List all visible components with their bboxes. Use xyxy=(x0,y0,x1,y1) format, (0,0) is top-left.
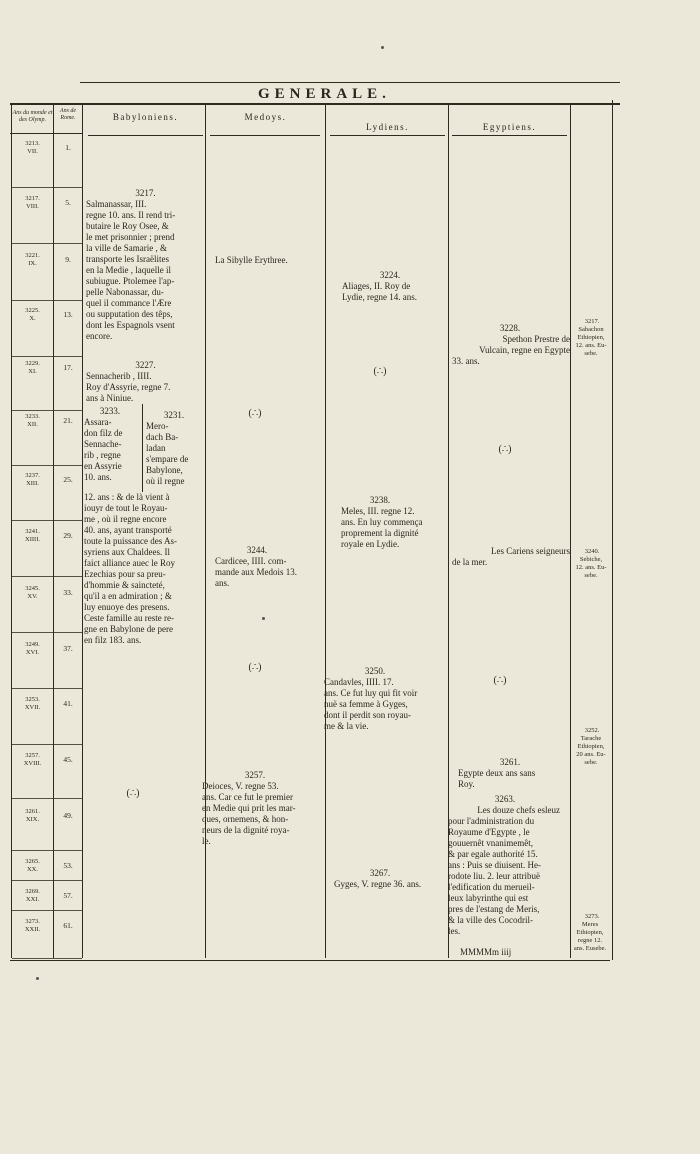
salmanassar-line: en la Medie , laquelle il xyxy=(86,265,171,275)
spethon-line: 33. ans. xyxy=(452,356,480,366)
lydiens-year-3238: 3238. xyxy=(369,495,391,505)
meres-line: ans. Eusebe. xyxy=(573,945,607,952)
rome-year: 53. xyxy=(63,861,73,870)
rome-year: 9. xyxy=(65,255,71,264)
sennacherib-line: Sennacherib , IIII. xyxy=(86,371,152,381)
douze-line: leux labyrinthe qui est xyxy=(448,893,529,903)
col-rule-egyptiens xyxy=(570,105,571,958)
continuation-line: 40. ans, ayant transporté xyxy=(84,525,172,535)
rome-year: 57. xyxy=(63,891,73,900)
merodach-entry xyxy=(146,421,204,487)
sennacherib-line: ans à Niniue. xyxy=(86,393,134,403)
salmanassar-line: subiugue. Ptolemee l'ap- xyxy=(86,276,175,286)
world-year: 3241. xyxy=(25,528,40,535)
assaradon-line: en Assyrie xyxy=(84,461,122,471)
meres-line: Meres xyxy=(581,921,599,928)
world-year: 3213. xyxy=(25,140,40,147)
page-title: GENERALE. xyxy=(258,86,391,102)
year-cell xyxy=(12,472,53,488)
babylon-year-3217: 3217. xyxy=(135,188,156,198)
meles-line: Meles, III. regne 12. xyxy=(341,506,415,516)
merodach-line: ladan xyxy=(146,443,166,453)
lydiens-year-3250: 3250. xyxy=(364,666,386,676)
year-row-rule xyxy=(12,632,82,633)
year-row-rule xyxy=(12,880,82,881)
douze-line: rodote liu. 2. leur attribuë xyxy=(448,871,540,881)
sennacherib-entry xyxy=(86,371,204,404)
douze-chefs-entry xyxy=(448,805,560,937)
aliages-entry xyxy=(342,281,446,303)
continuation-line: 12. ans : & de là vient à xyxy=(84,492,170,502)
salmanassar-line: le met prisonnier ; prend xyxy=(86,232,175,242)
salmanassar-line: la ville de Samarie , & xyxy=(86,243,167,253)
continuation-line: gne en Babylone de pere xyxy=(84,624,173,634)
ethiop-year-3252: 3252. xyxy=(584,727,600,734)
tarache-entry xyxy=(568,735,614,767)
douze-line: & par egale authorité 15. xyxy=(448,849,538,859)
world-year: 3257. xyxy=(25,752,40,759)
continuation-line: en filz 183. ans. xyxy=(84,635,142,645)
column-head-rule-3 xyxy=(210,135,320,136)
merodach-year: 3231. xyxy=(163,410,185,420)
douze-line: Royaume d'Egypte , le xyxy=(448,827,530,837)
deioces-line: ans. Car ce fut le premier xyxy=(202,792,293,802)
salmanassar-line: pelle Nabonassar, du- xyxy=(86,287,164,297)
lydiens-year-3267: 3267. xyxy=(369,868,391,878)
babylon-year-3227: 3227. xyxy=(135,360,156,370)
douze-line: pres de l'estang de Meris, xyxy=(448,904,540,914)
olympiad: IX. xyxy=(28,260,37,267)
year-row-rule xyxy=(12,958,82,959)
olympiad: XX. xyxy=(26,866,38,873)
candaules-line: Candavles, IIII. 17. xyxy=(324,677,394,687)
year-row-rule xyxy=(12,300,82,301)
year-cell xyxy=(12,307,53,323)
cariens-entry xyxy=(452,546,570,568)
olympiad: X. xyxy=(29,315,36,322)
meles-entry xyxy=(341,506,446,550)
column-head-rule-4 xyxy=(330,135,445,136)
sebiche-line: Sebiche, xyxy=(579,556,603,563)
rome-year: 21. xyxy=(63,416,73,425)
olympiad: XVI. xyxy=(25,649,40,656)
candaules-entry xyxy=(324,677,448,732)
deioces-line: ques, ornemens, & hon- xyxy=(202,814,289,824)
year-cell xyxy=(12,413,53,429)
year-row-rule xyxy=(12,688,82,689)
continuation-line: qu'il a en admiration ; & xyxy=(84,591,172,601)
page-speck xyxy=(262,617,265,620)
merodach-line: Mero- xyxy=(146,421,169,431)
meres-line: Ethiopien, xyxy=(576,929,604,936)
assaradon-merodach-divider xyxy=(142,404,143,492)
salmanassar-line: encore. xyxy=(86,331,113,341)
header-years-olymp: Ans du monde et des Olymp. xyxy=(12,110,53,123)
olympiad: XV. xyxy=(27,593,38,600)
douze-line: gouuernêt vnanimemêt, xyxy=(448,838,533,848)
continuation-line: iouyr de tout le Royau- xyxy=(84,503,168,513)
douze-line: & la ville des Cocodril- xyxy=(448,915,533,925)
deioces-line: neurs de la dignité roya- xyxy=(202,825,290,835)
year-cell xyxy=(12,858,53,874)
year-row-rule xyxy=(12,465,82,466)
deioces-line: Deioces, V. regne 53. xyxy=(202,781,279,791)
continuation-line: Ezechias pour sa preu- xyxy=(84,569,166,579)
sebiche-line: 12. ans. Eu- xyxy=(575,564,607,571)
meres-line: regne 12. xyxy=(577,937,603,944)
meres-entry xyxy=(566,921,614,953)
olympiad: XIIII. xyxy=(25,536,40,543)
world-year: 3269. xyxy=(25,888,40,895)
salmanassar-line: ou supputation des têps, xyxy=(86,309,173,319)
ethiop-year-3240: 3240. xyxy=(584,548,600,555)
col-rule-medoys xyxy=(325,105,326,958)
tarache-line: Tarache xyxy=(580,735,602,742)
world-year: 3273. xyxy=(25,918,40,925)
sabachon-line: Ethiopien, xyxy=(577,334,605,341)
tarache-line: sebe. xyxy=(584,759,598,766)
rome-year: 25. xyxy=(63,475,73,484)
cardicee-line: Cardicee, IIII. com- xyxy=(215,556,287,566)
year-cell xyxy=(12,918,53,934)
candaules-line: me & la vie. xyxy=(324,721,369,731)
year-row-rule xyxy=(12,798,82,799)
bottom-rule xyxy=(10,960,610,961)
continuation-line: toute la puissance des As- xyxy=(84,536,177,546)
world-year: 3233. xyxy=(25,413,40,420)
egypt-year-3263: 3263. xyxy=(494,794,516,804)
douze-line: l'edification du merueil- xyxy=(448,882,535,892)
sennacherib-line: Roy d'Assyrie, regne 7. xyxy=(86,382,171,392)
year-cell xyxy=(12,528,53,544)
year-cell xyxy=(12,360,53,376)
merodach-line: Babylone, xyxy=(146,465,183,475)
olympiad: XXI. xyxy=(25,896,40,903)
gyges-entry: Gyges, V. regne 36. ans. xyxy=(334,879,422,889)
col-rule-right xyxy=(612,100,613,960)
olympiad: XII. xyxy=(27,421,38,428)
col-rule-rome xyxy=(82,103,83,958)
continuation-line: Ceste famille au reste re- xyxy=(84,613,174,623)
year-row-rule xyxy=(12,187,82,188)
cariens-line: de la mer. xyxy=(452,557,488,567)
year-cell xyxy=(12,585,53,601)
lydiens-section-mark-1: (∴) xyxy=(373,366,387,377)
year-row-rule xyxy=(12,356,82,357)
spethon-entry xyxy=(452,334,570,367)
olympiad: XVII. xyxy=(24,704,41,711)
column-head-rule-5 xyxy=(452,135,567,136)
rome-year: 33. xyxy=(63,588,73,597)
header-egyptiens: Egyptiens. xyxy=(482,122,537,132)
year-cell xyxy=(12,195,53,211)
egypte-line: Egypte deux ans sans xyxy=(458,768,536,778)
spethon-line: Spethon Prestre de xyxy=(502,334,570,344)
year-cell xyxy=(12,752,53,768)
egypt-section-mark-2: (∴) xyxy=(493,675,507,686)
salmanassar-line: transporte les Israëlites xyxy=(86,254,169,264)
continuation-line: faict alliance auec le Roy xyxy=(84,558,175,568)
assaradon-entry xyxy=(84,417,139,483)
world-year: 3265. xyxy=(25,858,40,865)
year-row-rule xyxy=(12,576,82,577)
year-cell xyxy=(12,888,53,904)
salmanassar-entry xyxy=(86,199,204,342)
egypte-entry xyxy=(458,768,568,790)
salmanassar-line: Salmanassar, III. xyxy=(86,199,147,209)
column-head-rule-1 xyxy=(10,133,82,134)
merodach-line: dach Ba- xyxy=(146,432,179,442)
sebiche-entry xyxy=(568,556,614,580)
year-row-rule xyxy=(12,520,82,521)
world-year: 3225. xyxy=(25,307,40,314)
meles-line: ans. En luy commença xyxy=(341,517,423,527)
sabachon-line: Sabachon xyxy=(578,326,604,333)
continuation-line: luy enuoye des presens. xyxy=(84,602,170,612)
egypt-year-3228: 3228. xyxy=(499,323,521,333)
aliages-line: Lydie, regne 14. ans. xyxy=(342,292,417,302)
rome-year: 61. xyxy=(63,921,73,930)
cardicee-line: mande aux Medois 13. xyxy=(215,567,297,577)
sibylle-erythree: La Sibylle Erythree. xyxy=(215,255,288,265)
header-lydiens: Lydiens. xyxy=(366,122,409,132)
header-rule xyxy=(10,103,620,105)
year-cell xyxy=(12,252,53,268)
medoys-section-mark-2: (∴) xyxy=(248,662,262,673)
year-row-rule xyxy=(12,243,82,244)
header-years-rome: Ans de Rome. xyxy=(59,108,77,121)
salmanassar-line: quel il commance l'Ære xyxy=(86,298,172,308)
olympiad: XXII. xyxy=(24,926,41,933)
merodach-line: où il regne xyxy=(146,476,185,486)
egypt-year-3261: 3261. xyxy=(499,757,521,767)
olympiad: XIII. xyxy=(26,480,39,487)
tarache-line: Ethiopien, xyxy=(577,743,605,750)
sabachon-line: sebe. xyxy=(584,350,598,357)
world-year: 3217. xyxy=(25,195,40,202)
assaradon-line: rib , regne xyxy=(84,450,121,460)
rome-year: 37. xyxy=(63,644,73,653)
year-cell xyxy=(12,641,53,657)
rome-year: 49. xyxy=(63,811,73,820)
douze-line: ans : Puis se diuisent. He- xyxy=(448,860,541,870)
year-row-rule xyxy=(12,910,82,911)
continuation-line: me , où il regne encore xyxy=(84,514,167,524)
lydiens-year-3224: 3224. xyxy=(379,270,401,280)
olympiad: XI. xyxy=(28,368,37,375)
sebiche-line: sebe. xyxy=(584,572,598,579)
tarache-line: 20 ans. Eu- xyxy=(576,751,606,758)
cardicee-line: ans. xyxy=(215,578,230,588)
olympiad: XVIII. xyxy=(23,760,42,767)
medoys-section-mark-1: (∴) xyxy=(248,408,262,419)
world-year: 3253. xyxy=(25,696,40,703)
rome-year: 1. xyxy=(65,143,71,152)
douze-line: Les douze chefs esleuz xyxy=(477,805,560,815)
merodach-line: s'empare de xyxy=(146,454,189,464)
continuation-line: d'hommie & saincteté, xyxy=(84,580,165,590)
year-row-rule xyxy=(12,410,82,411)
salmanassar-line: butaire le Roy Osee, & xyxy=(86,221,169,231)
rome-year: 41. xyxy=(63,699,73,708)
meles-line: proprement la dignité xyxy=(341,528,419,538)
ethiop-year-3217: 3217. xyxy=(584,318,600,325)
year-cell xyxy=(12,696,53,712)
salmanassar-line: regne 10. ans. Il rend tri- xyxy=(86,210,176,220)
world-year: 3237. xyxy=(25,472,40,479)
year-cell xyxy=(12,808,53,824)
sabachon-line: 12. ans. Eu- xyxy=(575,342,607,349)
sabachon-entry xyxy=(568,326,614,358)
douze-line: les. xyxy=(448,926,461,936)
world-year: 3221. xyxy=(25,252,40,259)
rome-year: 5. xyxy=(65,198,71,207)
egypt-section-mark-1: (∴) xyxy=(498,444,512,455)
top-rule xyxy=(80,82,620,83)
cariens-line: Les Cariens seigneurs xyxy=(491,546,570,556)
ethiop-year-3273: 3273. xyxy=(584,913,600,920)
assaradon-line: Sennache- xyxy=(84,439,122,449)
continuation-line: syriens aux Chaldees. Il xyxy=(84,547,170,557)
page-speck xyxy=(381,46,384,49)
world-year: 3249. xyxy=(25,641,40,648)
babylon-section-mark: (∴) xyxy=(126,788,140,799)
assaradon-line: don filz de xyxy=(84,428,123,438)
header-babyloniens: Babyloniens. xyxy=(112,112,179,122)
page-speck xyxy=(36,977,39,980)
olympiad: VII. xyxy=(27,148,38,155)
year-row-rule xyxy=(12,850,82,851)
medoys-year-3244: 3244. xyxy=(246,545,268,555)
medoys-year-3257: 3257. xyxy=(244,770,266,780)
douze-line: pour l'administration du xyxy=(448,816,535,826)
signature-mark: MMMMm iiij xyxy=(460,947,512,957)
meles-line: royale en Lydie. xyxy=(341,539,400,549)
olympiad: VIII. xyxy=(26,203,39,210)
rome-year: 29. xyxy=(63,531,73,540)
candaules-line: ans. Ce fut luy qui fit voir xyxy=(324,688,418,698)
candaules-line: nuë sa femme à Gyges, xyxy=(324,699,408,709)
merodach-continuation xyxy=(84,492,204,646)
deioces-entry xyxy=(202,781,322,847)
rome-year: 45. xyxy=(63,755,73,764)
cardicee-entry xyxy=(215,556,323,589)
spethon-line: Vulcain, regne en Egypte xyxy=(479,345,570,355)
candaules-line: dont il perdit son royau- xyxy=(324,710,411,720)
assaradon-year: 3233. xyxy=(99,406,121,416)
world-year: 3229. xyxy=(25,360,40,367)
assaradon-line: Assara- xyxy=(84,417,112,427)
deioces-line: en Medie qui prit les mar- xyxy=(202,803,296,813)
assaradon-line: 10. ans. xyxy=(84,472,112,482)
aliages-line: Aliages, II. Roy de xyxy=(342,281,411,291)
deioces-line: le. xyxy=(202,836,211,846)
world-year: 3245. xyxy=(25,585,40,592)
rome-year: 17. xyxy=(63,363,73,372)
column-head-rule-2 xyxy=(88,135,203,136)
header-medoys: Medoys. xyxy=(244,112,287,122)
salmanassar-line: dont les Espagnols vsent xyxy=(86,320,175,330)
egypte-line: Roy. xyxy=(458,779,475,789)
year-row-rule xyxy=(12,744,82,745)
year-cell xyxy=(12,140,53,156)
world-year: 3261. xyxy=(25,808,40,815)
olympiad: XIX. xyxy=(25,816,40,823)
rome-year: 13. xyxy=(63,310,73,319)
